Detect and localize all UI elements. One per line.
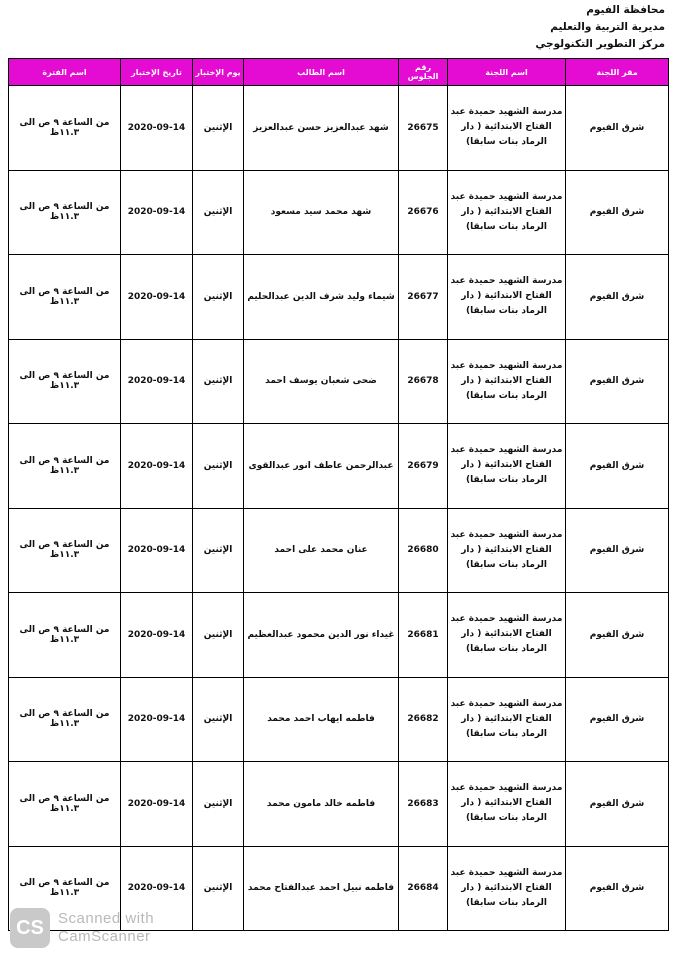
exam-day-cell: الإثنين xyxy=(193,846,244,931)
column-header-exam-date: تاريخ الإختبار xyxy=(121,59,193,86)
center-title: مركز التطوير التكنولوجي xyxy=(535,38,665,50)
committee-location-cell: شرق الفيوم xyxy=(566,339,669,424)
table-row xyxy=(9,86,669,171)
committee-location-cell: شرق الفيوم xyxy=(566,424,669,509)
exam-day-cell: الإثنين xyxy=(193,255,244,340)
column-header-seat-number: رقم الجلوس xyxy=(399,59,448,86)
period-cell: من الساعة ٩ ص الى ١١.٣ظ xyxy=(9,339,121,424)
camscanner-logo: CS xyxy=(10,908,50,948)
table-row xyxy=(9,762,669,847)
table-row xyxy=(9,677,669,762)
student-name-cell: شهد محمد سيد مسعود xyxy=(244,170,399,255)
seat-number-cell: 26680 xyxy=(399,508,448,593)
exam-day-cell: الإثنين xyxy=(193,424,244,509)
committee-name-cell: مدرسة الشهيد حميدة عبد الفتاح الابتدائية ( دار الرماد بنات سابقا) xyxy=(448,762,566,847)
committee-name-cell: مدرسة الشهيد حميدة عبد الفتاح الابتدائية ( دار الرماد بنات سابقا) xyxy=(448,677,566,762)
column-header-committee-location: مقر اللجنة xyxy=(566,59,669,86)
table-header-row xyxy=(9,59,669,86)
table-row xyxy=(9,339,669,424)
column-header-exam-day: يوم الإختبار xyxy=(193,59,244,86)
student-name-cell: فاطمه خالد مامون محمد xyxy=(244,762,399,847)
seat-number-cell: 26678 xyxy=(399,339,448,424)
committee-name-cell: مدرسة الشهيد حميدة عبد الفتاح الابتدائية ( دار الرماد بنات سابقا) xyxy=(448,593,566,678)
column-header-committee-name: اسم اللجنة xyxy=(448,59,566,86)
student-name-cell: عبدالرحمن عاطف انور عبدالقوى xyxy=(244,424,399,509)
directorate-title: مديرية التربية والتعليم xyxy=(550,21,665,33)
exam-day-cell: الإثنين xyxy=(193,339,244,424)
exam-date-cell: 2020-09-14 xyxy=(121,170,193,255)
exam-date-cell: 2020-09-14 xyxy=(121,762,193,847)
committee-name-cell: مدرسة الشهيد حميدة عبد الفتاح الابتدائية ( دار الرماد بنات سابقا) xyxy=(448,86,566,171)
exam-date-cell: 2020-09-14 xyxy=(121,677,193,762)
exam-day-cell: الإثنين xyxy=(193,593,244,678)
table-row xyxy=(9,170,669,255)
exam-day-cell: الإثنين xyxy=(193,170,244,255)
seat-number-cell: 26684 xyxy=(399,846,448,931)
committee-name-cell: مدرسة الشهيد حميدة عبد الفتاح الابتدائية ( دار الرماد بنات سابقا) xyxy=(448,170,566,255)
committee-location-cell: شرق الفيوم xyxy=(566,846,669,931)
seat-number-cell: 26675 xyxy=(399,86,448,171)
table-row xyxy=(9,255,669,340)
committee-location-cell: شرق الفيوم xyxy=(566,593,669,678)
watermark-line-1: Scanned with xyxy=(58,910,155,927)
exam-date-cell: 2020-09-14 xyxy=(121,424,193,509)
committee-name-cell: مدرسة الشهيد حميدة عبد الفتاح الابتدائية ( دار الرماد بنات سابقا) xyxy=(448,339,566,424)
period-cell: من الساعة ٩ ص الى ١١.٣ظ xyxy=(9,846,121,931)
committee-location-cell: شرق الفيوم xyxy=(566,762,669,847)
seat-number-cell: 26679 xyxy=(399,424,448,509)
period-cell: من الساعة ٩ ص الى ١١.٣ظ xyxy=(9,677,121,762)
period-cell: من الساعة ٩ ص الى ١١.٣ظ xyxy=(9,255,121,340)
student-name-cell: غيداء نور الدين محمود عبدالعظيم xyxy=(244,593,399,678)
exam-date-cell: 2020-09-14 xyxy=(121,255,193,340)
column-header-student-name: اسم الطالب xyxy=(244,59,399,86)
committee-name-cell: مدرسة الشهيد حميدة عبد الفتاح الابتدائية ( دار الرماد بنات سابقا) xyxy=(448,508,566,593)
exam-day-cell: الإثنين xyxy=(193,86,244,171)
student-name-cell: فاطمه نبيل احمد عبدالفتاح محمد xyxy=(244,846,399,931)
document-header xyxy=(535,2,665,53)
exam-date-cell: 2020-09-14 xyxy=(121,339,193,424)
exam-day-cell: الإثنين xyxy=(193,508,244,593)
column-header-period: اسم الفترة xyxy=(9,59,121,86)
period-cell: من الساعة ٩ ص الى ١١.٣ظ xyxy=(9,424,121,509)
seat-number-cell: 26677 xyxy=(399,255,448,340)
period-cell: من الساعة ٩ ص الى ١١.٣ظ xyxy=(9,593,121,678)
student-name-cell: فاطمه ايهاب احمد محمد xyxy=(244,677,399,762)
table-row xyxy=(9,508,669,593)
committee-name-cell: مدرسة الشهيد حميدة عبد الفتاح الابتدائية ( دار الرماد بنات سابقا) xyxy=(448,255,566,340)
seat-number-cell: 26683 xyxy=(399,762,448,847)
exam-date-cell: 2020-09-14 xyxy=(121,593,193,678)
seat-number-cell: 26676 xyxy=(399,170,448,255)
student-name-cell: عنان محمد على احمد xyxy=(244,508,399,593)
exam-day-cell: الإثنين xyxy=(193,762,244,847)
period-cell: من الساعة ٩ ص الى ١١.٣ظ xyxy=(9,762,121,847)
table-row xyxy=(9,593,669,678)
seat-number-cell: 26681 xyxy=(399,593,448,678)
committee-name-cell: مدرسة الشهيد حميدة عبد الفتاح الابتدائية ( دار الرماد بنات سابقا) xyxy=(448,846,566,931)
table-row xyxy=(9,424,669,509)
seat-number-cell: 26682 xyxy=(399,677,448,762)
camscanner-watermark xyxy=(10,908,154,948)
committee-location-cell: شرق الفيوم xyxy=(566,508,669,593)
period-cell: من الساعة ٩ ص الى ١١.٣ظ xyxy=(9,508,121,593)
watermark-line-2: CamScanner xyxy=(58,928,151,945)
exam-schedule-table xyxy=(8,58,669,931)
student-name-cell: شيماء وليد شرف الدين عبدالحليم xyxy=(244,255,399,340)
committee-name-cell: مدرسة الشهيد حميدة عبد الفتاح الابتدائية ( دار الرماد بنات سابقا) xyxy=(448,424,566,509)
student-name-cell: شهد عبدالعزيز حسن عبدالعزيز xyxy=(244,86,399,171)
exam-day-cell: الإثنين xyxy=(193,677,244,762)
student-name-cell: ضحى شعبان يوسف احمد xyxy=(244,339,399,424)
governorate-title: محافظة الفيوم xyxy=(586,4,665,16)
committee-location-cell: شرق الفيوم xyxy=(566,255,669,340)
committee-location-cell: شرق الفيوم xyxy=(566,677,669,762)
committee-location-cell: شرق الفيوم xyxy=(566,86,669,171)
period-cell: من الساعة ٩ ص الى ١١.٣ظ xyxy=(9,170,121,255)
committee-location-cell: شرق الفيوم xyxy=(566,170,669,255)
period-cell: من الساعة ٩ ص الى ١١.٣ظ xyxy=(9,86,121,171)
exam-date-cell: 2020-09-14 xyxy=(121,86,193,171)
exam-date-cell: 2020-09-14 xyxy=(121,846,193,931)
exam-date-cell: 2020-09-14 xyxy=(121,508,193,593)
